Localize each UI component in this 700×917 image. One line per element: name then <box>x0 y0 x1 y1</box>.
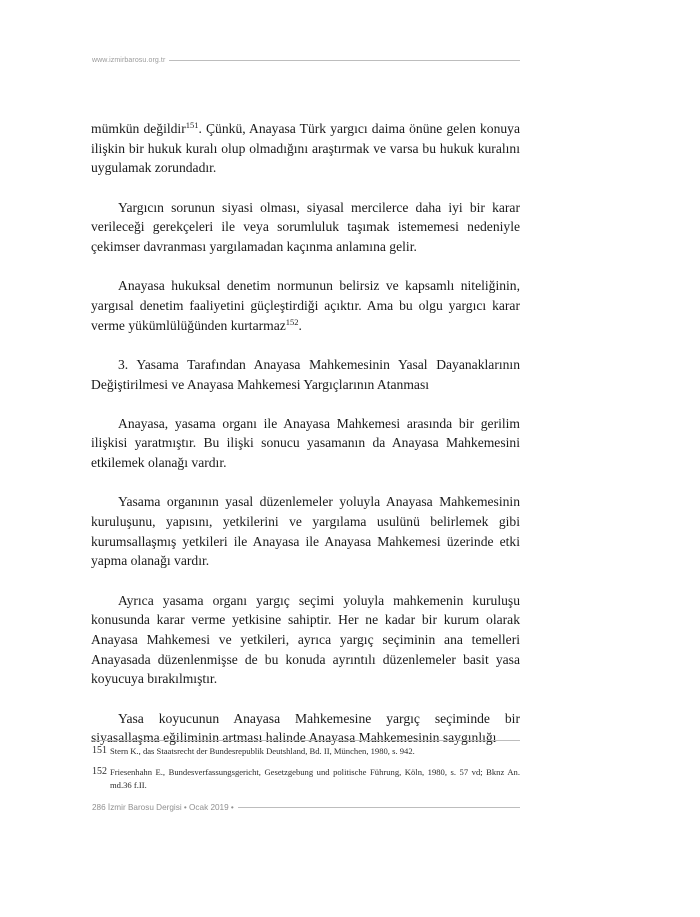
footnote <box>92 766 520 792</box>
paragraph-3 <box>91 276 520 335</box>
paragraph-5-text: Yasama organının yasal düzenlemeler yoluyla Anayasa Mahkemesinin kuruluşunu, yapısını, yetkilerini ve yargılama usulünü belirlemek gibi kurumsallaşmış yetkileri ile Anayasa ile Anayasa Mahkemesi üzerinde etki yapma olanağı vardır. <box>91 494 520 569</box>
paragraph-5 <box>91 492 520 571</box>
body-text <box>91 119 521 748</box>
paragraph-1 <box>91 119 520 178</box>
page-footer <box>92 801 520 813</box>
footnote-ref-151: 151 <box>185 120 199 130</box>
paragraph-1-text-b: . Çünkü, Anayasa Türk yargıcı daima önüne gelen konuya ilişkin bir hukuk kuralı olup olmadığını araştırmak ve varsa bu hukuk kuralını uygulamak zorundadır. <box>91 121 521 176</box>
section-heading <box>91 355 520 394</box>
paragraph-2-text: Yargıcın sorunun siyasi olması, siyasal mercilerce daha iyi bir karar verileceği gerekçeleri ile veya sorumluluk taşımak istememesi nedeniyle çekimser davranması yargılamadan kaçınma anlamına gelir. <box>91 199 520 255</box>
paragraph-6-text: Ayrıca yasama organı yargıç seçimi yoluyla mahkemenin kuruluşu konusunda karar verme yetkisine sahiptir. Her ne kadar bir kurum olarak Anayasa Mahkemesi ve yetkileri, ayrıca yargıç seçiminin ana temelleri Anayasada düzenlenmişse de bu konuda ayrıntılı düzenlemeler basit yasa koyucuya bırakılmıştır. <box>91 592 520 687</box>
paragraph-6 <box>91 591 520 690</box>
section-heading-text: 3. Yasama Tarafından Anayasa Mahkemesinin Yasal Dayanaklarının Değiştirilmesi ve Anayasa Mahkemesi Yargıçlarının Atanması <box>91 356 520 392</box>
paragraph-3-text-a: Anayasa hukuksal denetim normunun belirsiz ve kapsamlı niteliğinin, yargısal denetim faaliyetini güçleştirdiği açıktır. Ama bu olgu yargıcı karar verme yükümlülüğünden kurtarmaz <box>91 278 520 333</box>
paragraph-7-text: Yasa koyucunun Anayasa Mahkemesine yargıç seçiminde bir siyasallaşma eğiliminin artması halinde Anayasa Mahkemesinin saygınlığı <box>91 710 520 746</box>
page-header <box>92 54 520 66</box>
footnote-number: 152 <box>92 766 107 777</box>
footer-rule <box>238 807 520 808</box>
footnote <box>92 745 520 758</box>
paragraph-4 <box>91 414 520 473</box>
footnote-ref-152: 152 <box>285 316 299 327</box>
paragraph-3-text-b: . <box>298 317 302 333</box>
footnotes <box>92 745 520 800</box>
paragraph-7 <box>91 709 520 748</box>
paragraph-2 <box>91 198 520 257</box>
paragraph-1-text-a: mümkün değildir <box>91 121 186 136</box>
header-rule <box>169 60 520 61</box>
paragraph-4-text: Anayasa, yasama organı ile Anayasa Mahkemesi arasında bir gerilim ilişkisi yaratmıştır. Bu ilişki sonucu yasamanın da Anayasa Mahkemesini etkilemek olanağı vardır. <box>91 415 520 471</box>
footnote-rule <box>92 740 520 741</box>
footer-text: 286 İzmir Barosu Dergisi • Ocak 2019 • <box>92 802 234 812</box>
footnote-number: 151 <box>92 745 107 756</box>
footnote-text: Stern K., das Staatsrecht der Bundesrepublik Deutshland, Bd. II, München, 1980, s. 942. <box>110 746 415 756</box>
footnote-text: Friesenhahn E., Bundesverfassungsgericht, Gesetzgebung und politische Führung, Köln, 1980, s. 57 vd; Bknz An. md.36 f.II. <box>110 767 520 790</box>
header-url: www.izmirbarosu.org.tr <box>92 56 166 64</box>
